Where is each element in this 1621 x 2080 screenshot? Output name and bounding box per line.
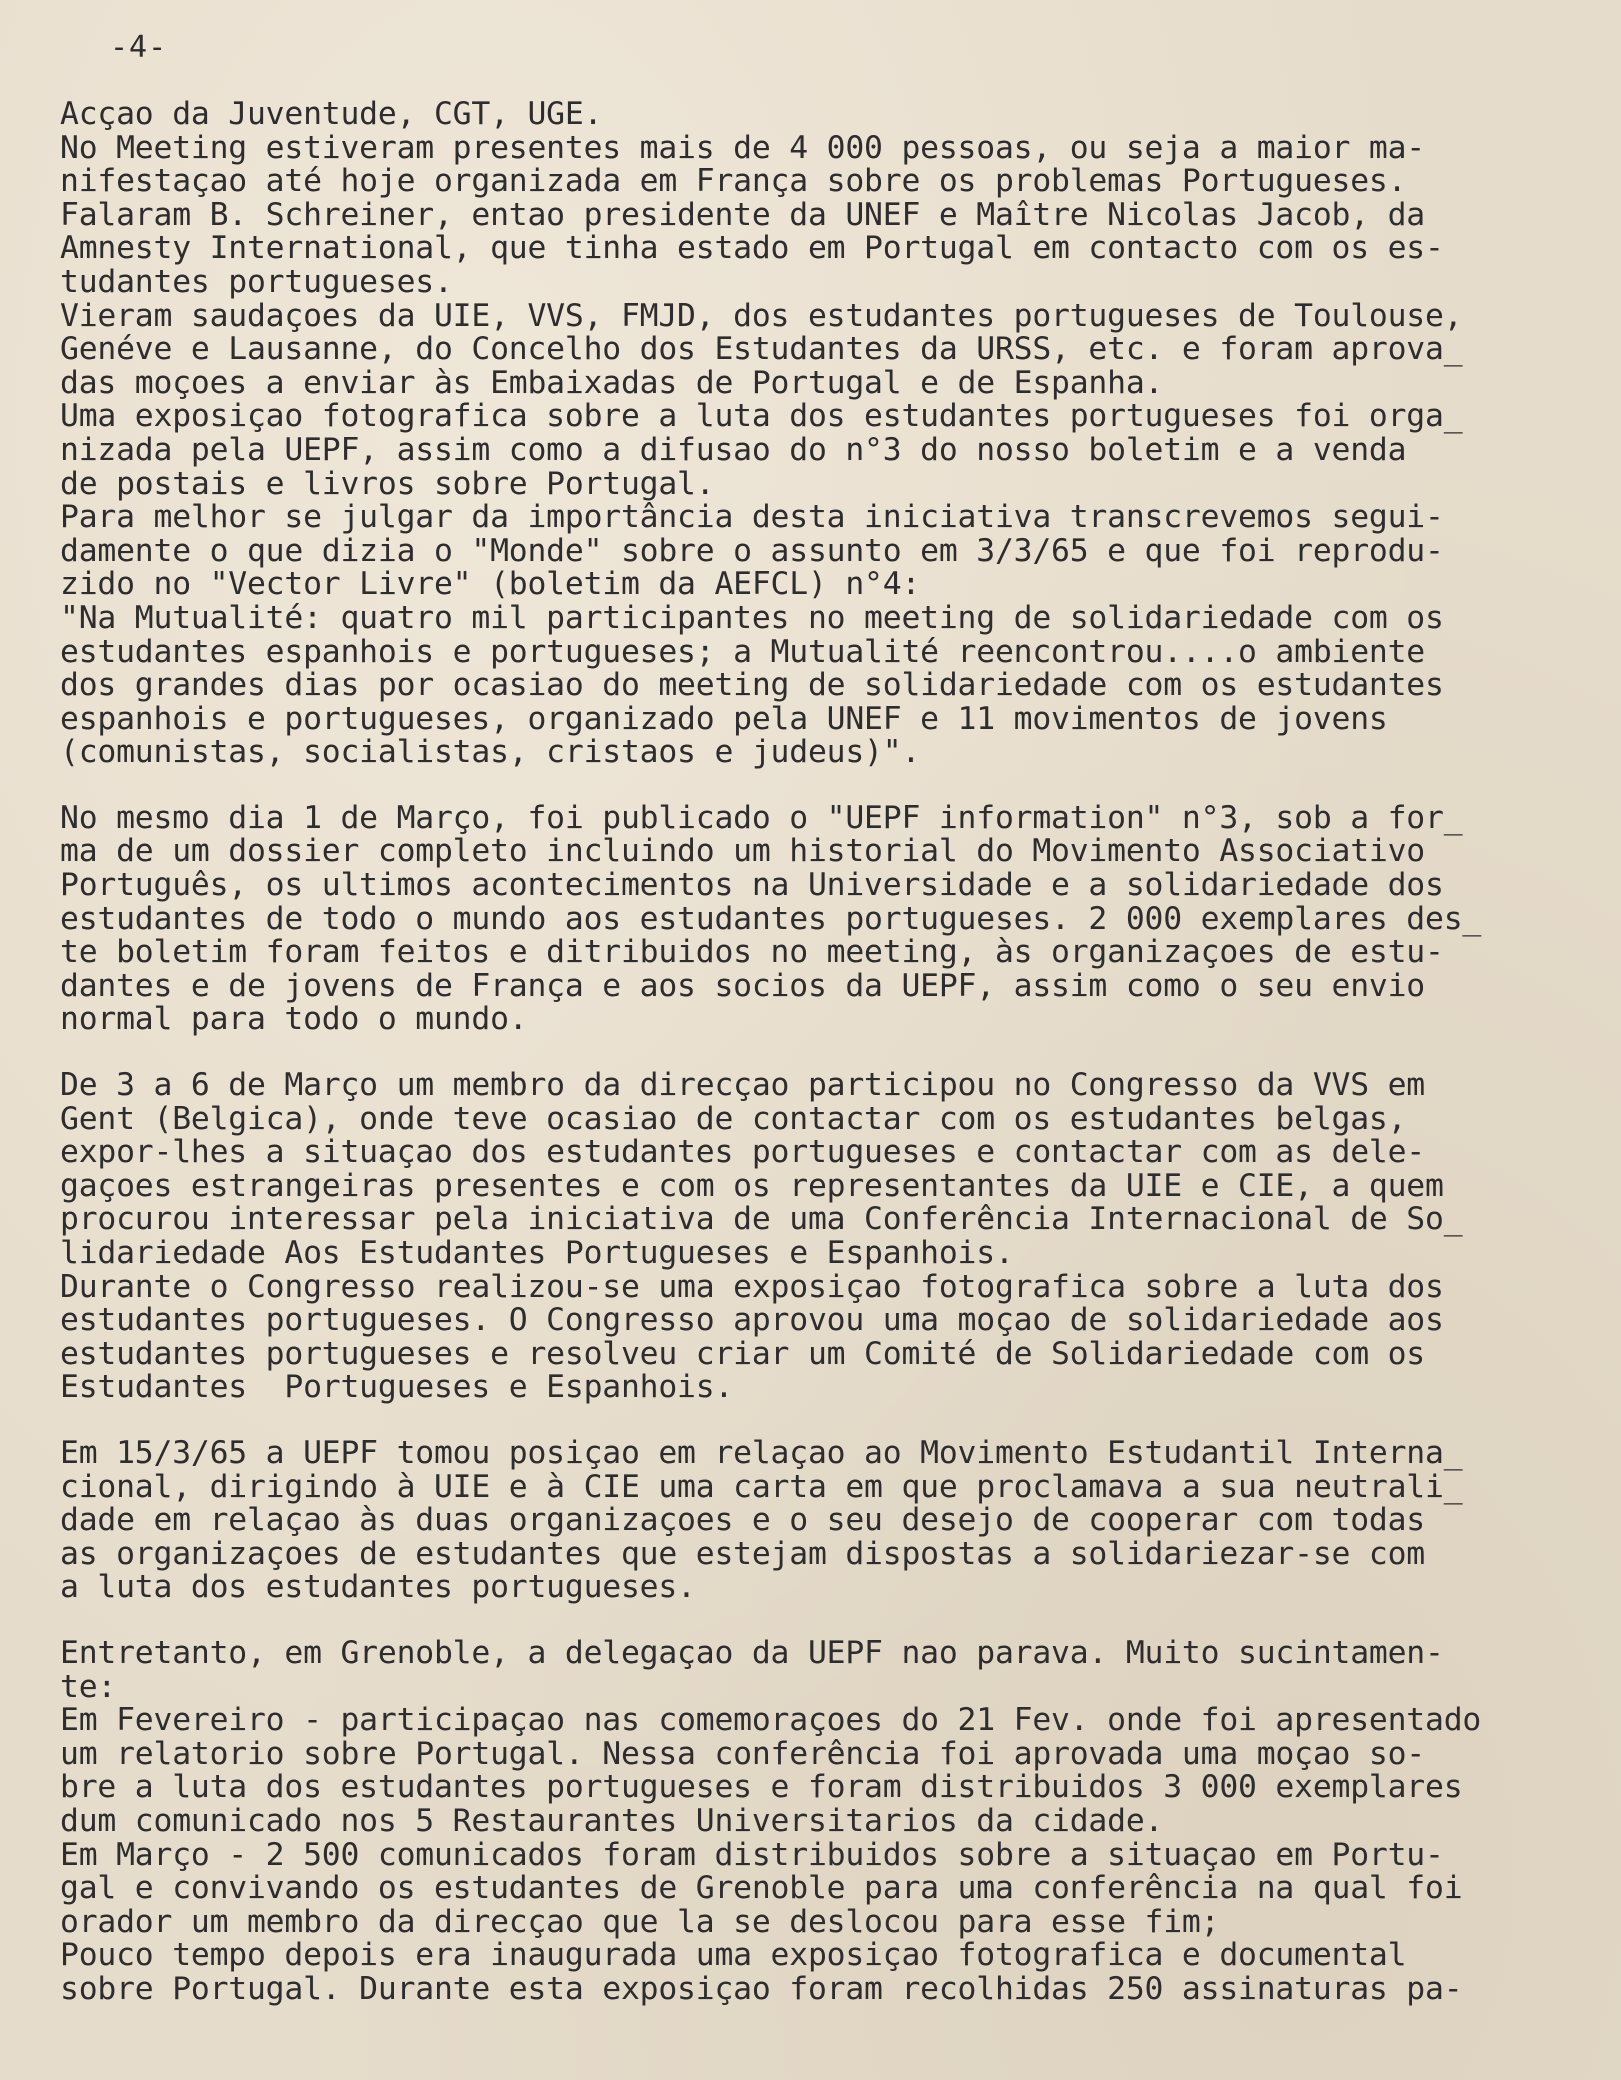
text-line: Em 15/3/65 a UEPF tomou posiçao em relaçao ao Movimento Estudantil Interna_ — [60, 1434, 1463, 1471]
text-line: tudantes portugueses. — [60, 263, 453, 300]
text-line: estudantes de todo o mundo aos estudantes portugueses. 2 000 exemplares des_ — [60, 900, 1482, 937]
text-line: No Meeting estiveram presentes mais de 4 000 pessoas, ou seja a maior ma- — [60, 129, 1426, 166]
text-line: Em Fevereiro - participaçao nas comemoraçoes do 21 Fev. onde foi apresentado — [60, 1702, 1482, 1739]
paragraph — [60, 799, 1560, 1038]
text-line: te boletim foram feitos e ditribuidos no meeting, às organizaçoes de estu- — [60, 934, 1444, 971]
text-line: Pouco tempo depois era inaugurada uma exposiçao fotografica e documental — [60, 1937, 1407, 1974]
text-line: gaçoes estrangeiras presentes e com os representantes da UIE e CIE, a quem — [60, 1167, 1444, 1204]
text-line: estudantes espanhois e portugueses; a Mutualité reencontrou....o ambiente — [60, 633, 1426, 670]
text-line: Acçao da Juventude, CGT, UGE. — [60, 96, 603, 132]
text-line: gal e convivando os estudantes de Grenoble para uma conferência na qual foi — [60, 1870, 1463, 1907]
text-line: lidariedade Aos Estudantes Portugueses e Espanhois. — [60, 1235, 1014, 1271]
paragraph — [60, 98, 1560, 770]
text-line: estudantes portugueses. O Congresso aprovou uma moçao de solidariedade aos — [60, 1302, 1444, 1339]
text-line: Gent (Belgica), onde teve ocasiao de contactar com os estudantes belgas, — [60, 1100, 1407, 1137]
paragraph — [60, 1434, 1560, 1606]
paragraph — [60, 1069, 1560, 1405]
text-line: Para melhor se julgar da importância desta iniciativa transcrevemos segui- — [60, 499, 1444, 536]
text-line: Em Março - 2 500 comunicados foram distribuidos sobre a situaçao em Portu- — [60, 1836, 1444, 1873]
text-line: Amnesty International, que tinha estado em Portugal em contacto com os es- — [60, 230, 1444, 267]
text-line: dos grandes dias por ocasiao do meeting de solidariedade com os estudantes — [60, 667, 1444, 704]
text-line: te: — [60, 1668, 117, 1705]
page-number: -4- — [110, 30, 168, 65]
text-line: das moçoes a enviar às Embaixadas de Portugal e de Espanha. — [60, 364, 1164, 401]
text-line: cional, dirigindo à UIE e à CIE uma carta em que proclamava a sua neutrali_ — [60, 1468, 1463, 1505]
text-line: dum comunicado nos 5 Restaurantes Universitarios da cidade. — [60, 1802, 1164, 1839]
text-line: procurou interessar pela iniciativa de uma Conferência Internacional de So_ — [60, 1201, 1463, 1238]
text-line: damente o que dizia o "Monde" sobre o assunto em 3/3/65 e que foi reprodu- — [60, 532, 1444, 569]
text-line: dade em relaçao às duas organizaçoes e o seu desejo de cooperar com todas — [60, 1502, 1426, 1539]
text-line: Falaram B. Schreiner, entao presidente da UNEF e Maître Nicolas Jacob, da — [60, 196, 1426, 233]
text-line: (comunistas, socialistas, cristaos e judeus)". — [60, 734, 921, 771]
text-line: Genéve e Lausanne, do Concelho dos Estudantes da URSS, etc. e foram aprova_ — [60, 331, 1463, 368]
text-line: ma de um dossier completo incluindo um historial do Movimento Associativo — [60, 833, 1426, 870]
text-line: Vieram saudaçoes da UIE, VVS, FMJD, dos estudantes portugueses de Toulouse, — [60, 297, 1463, 334]
text-line: bre a luta dos estudantes portugueses e foram distribuidos 3 000 exemplares — [60, 1769, 1463, 1806]
text-line: a luta dos estudantes portugueses. — [60, 1569, 696, 1606]
text-line: Entretanto, em Grenoble, a delegaçao da UEPF nao parava. Muito sucintamen- — [60, 1634, 1444, 1671]
text-line: Durante o Congresso realizou-se uma exposiçao fotografica sobre a luta dos — [60, 1268, 1444, 1305]
text-line: "Na Mutualité: quatro mil participantes no meeting de solidariedade com os — [60, 599, 1444, 636]
text-line: De 3 a 6 de Março um membro da direcçao participou no Congresso da VVS em — [60, 1067, 1426, 1104]
text-line: Estudantes Portugueses e Espanhois. — [60, 1369, 734, 1406]
text-line: dantes e de jovens de França e aos socios da UEPF, assim como o seu envio — [60, 967, 1426, 1004]
text-line: No mesmo dia 1 de Março, foi publicado o "UEPF information" n°3, sob a for_ — [60, 799, 1463, 836]
text-line: as organizaçoes de estudantes que estejam dispostas a solidariezar-se com — [60, 1535, 1426, 1572]
text-line: espanhois e portugueses, organizado pela UNEF e 11 movimentos de jovens — [60, 700, 1388, 737]
text-line: Uma exposiçao fotografica sobre a luta dos estudantes portugueses foi orga_ — [60, 398, 1463, 435]
document-body — [60, 98, 1560, 2038]
text-line: um relatorio sobre Portugal. Nessa conferência foi aprovada uma moçao so- — [60, 1735, 1426, 1772]
text-line: nifestaçao até hoje organizada em França sobre os problemas Portugueses. — [60, 163, 1407, 200]
text-line: normal para todo o mundo. — [60, 1001, 528, 1038]
text-line: de postais e livros sobre Portugal. — [60, 465, 715, 502]
text-line: expor-lhes a situaçao dos estudantes portugueses e contactar com as dele- — [60, 1134, 1426, 1171]
text-line: sobre Portugal. Durante esta exposiçao foram recolhidas 250 assinaturas pa- — [60, 1970, 1463, 2007]
text-line: Português, os ultimos acontecimentos na Universidade e a solidariedade dos — [60, 867, 1444, 904]
text-line: orador um membro da direcçao que la se deslocou para esse fim; — [60, 1903, 1220, 1940]
paragraph — [60, 1634, 1560, 2007]
text-line: nizada pela UEPF, assim como a difusao do n°3 do nosso boletim e a venda — [60, 431, 1407, 468]
text-line: estudantes portugueses e resolveu criar um Comité de Solidariedade com os — [60, 1335, 1426, 1372]
text-line: zido no "Vector Livre" (boletim da AEFCL) n°4: — [60, 566, 921, 603]
